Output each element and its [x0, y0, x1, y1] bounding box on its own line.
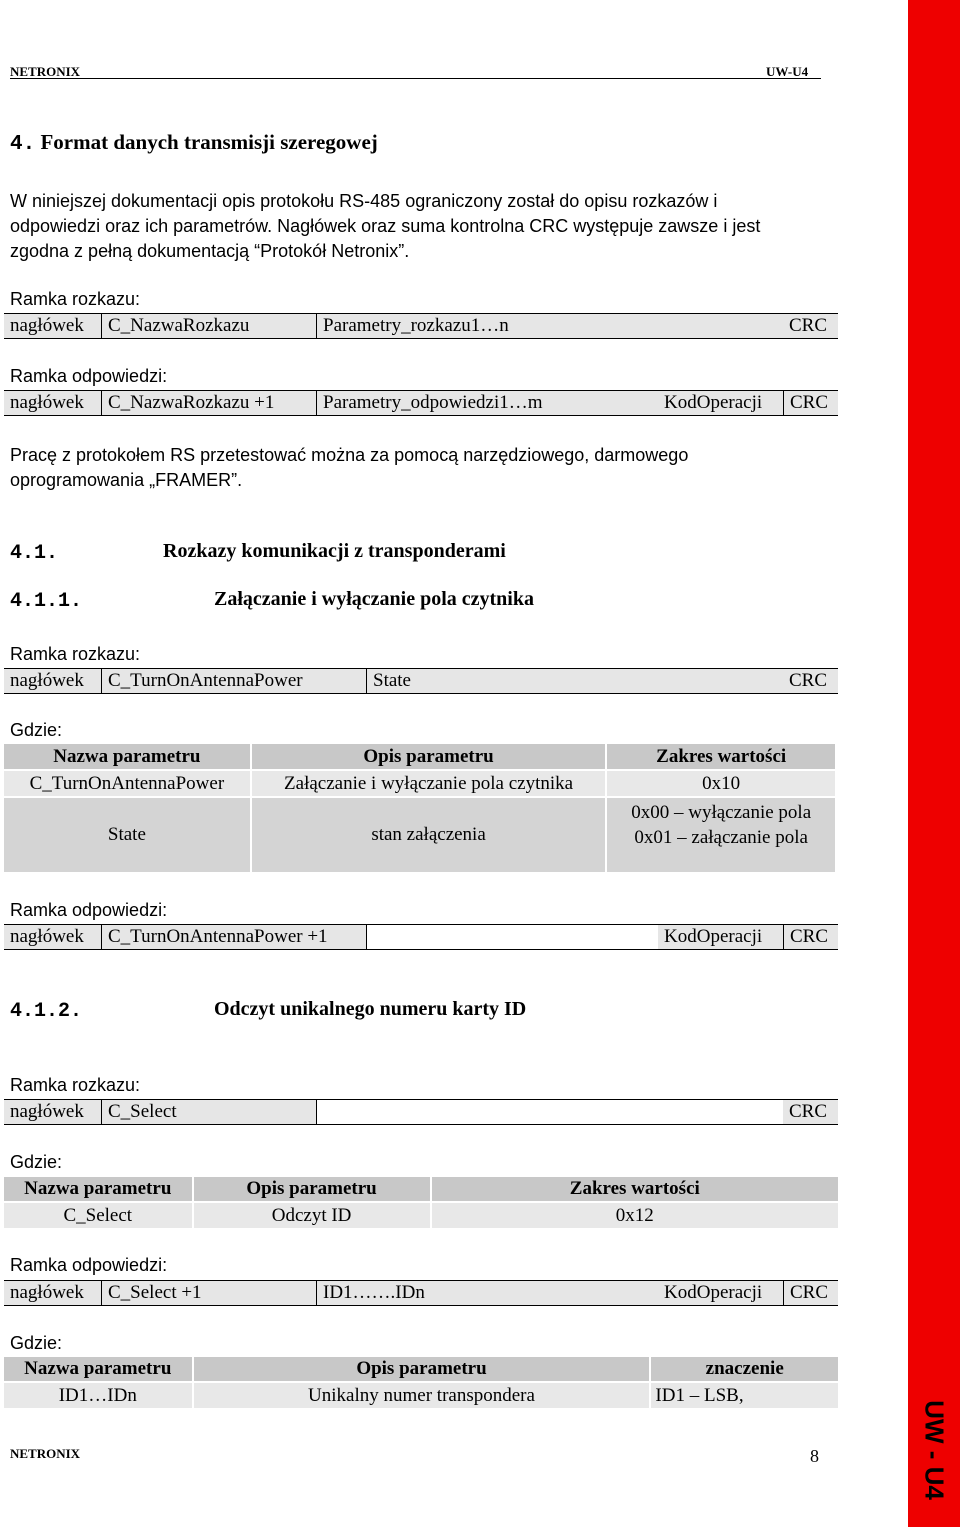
table-cell: ID1 – LSB,	[651, 1383, 838, 1408]
table-header-row	[4, 1357, 838, 1381]
section-4-1-title: Rozkazy komunikacji z transponderami	[163, 540, 506, 562]
test-line: oprogramowania „FRAMER”.	[10, 470, 243, 490]
table-header-row	[4, 1177, 838, 1201]
frame-header-cell: nagłówek	[10, 670, 84, 691]
table-header-cell: Zakres wartości	[607, 744, 835, 769]
table-cell: Unikalny numer transpondera	[194, 1383, 650, 1408]
side-band-label: UW - U4	[919, 1400, 950, 1500]
frame-params-cell: Parametry_odpowiedzi1…m	[316, 391, 658, 415]
response-frame-select	[4, 1280, 838, 1306]
frame-command-cell: C_Select +1	[101, 1281, 316, 1305]
frame-crc-cell: CRC	[789, 315, 828, 336]
frame-header-cell: nagłówek	[10, 926, 84, 947]
frame-header-cell: nagłówek	[10, 315, 84, 336]
response-frame-turn-on-antenna	[4, 924, 838, 950]
intro-paragraph	[10, 189, 760, 264]
table-header-cell: Nazwa parametru	[4, 1177, 192, 1201]
header-company: NETRONIX	[10, 64, 81, 79]
table-row	[4, 1383, 838, 1408]
frame-params-cell	[316, 1100, 783, 1124]
frame-command-cell: C_TurnOnAntennaPower +1	[101, 925, 366, 949]
frame-params-cell: State	[366, 669, 783, 693]
table-row	[4, 798, 835, 872]
table-header-cell: Zakres wartości	[432, 1177, 838, 1201]
table-header-cell: znaczenie	[651, 1357, 838, 1381]
frame-crc-cell: CRC	[789, 670, 828, 691]
value-line: 0x00 – wyłączanie pola	[631, 802, 812, 823]
frame-crc-cell: CRC	[783, 391, 838, 415]
table-cell: C_TurnOnAntennaPower	[4, 771, 250, 796]
parameter-table-select	[2, 1175, 840, 1230]
command-frame-label: Ramka rozkazu:	[10, 644, 141, 664]
frame-params-cell	[366, 925, 658, 949]
command-frame-turn-on-antenna	[4, 668, 838, 694]
response-frame-label: Ramka odpowiedzi:	[10, 1255, 168, 1275]
header-doc-id: UW-U4	[766, 64, 809, 79]
table-row	[4, 1203, 838, 1228]
command-frame-label: Ramka rozkazu:	[10, 1075, 141, 1095]
frame-command-cell: C_TurnOnAntennaPower	[101, 669, 366, 693]
response-frame-label: Ramka odpowiedzi:	[10, 900, 168, 920]
test-line: Pracę z protokołem RS przetestować można za pomocą narzędziowego, darmowego	[10, 445, 689, 465]
command-frame-select	[4, 1099, 838, 1125]
table-cell: Załączanie i wyłączanie pola czytnika	[252, 771, 606, 796]
where-label: Gdzie:	[10, 720, 63, 740]
frame-header-cell: nagłówek	[10, 1282, 84, 1303]
section-4-heading	[10, 130, 378, 156]
table-header-cell: Opis parametru	[194, 1177, 430, 1201]
frame-header-cell: nagłówek	[10, 392, 84, 413]
header-rule	[10, 78, 821, 79]
command-frame-label: Ramka rozkazu:	[10, 289, 141, 309]
table-cell: 0x12	[432, 1203, 838, 1228]
frame-opcode-cell: KodOperacji	[664, 1282, 763, 1303]
section-4-1-1-number: 4.1.1.	[10, 590, 83, 613]
table-header-cell: Opis parametru	[194, 1357, 650, 1381]
table-cell: Odczyt ID	[194, 1203, 430, 1228]
frame-command-cell: C_NazwaRozkazu +1	[101, 391, 316, 415]
table-header-row	[4, 744, 835, 769]
frame-opcode-cell: KodOperacji	[664, 926, 763, 947]
frame-crc-cell: CRC	[789, 1101, 828, 1122]
intro-line: W niniejszej dokumentacji opis protokołu RS-485 ograniczony został do opisu rozkazów i	[10, 191, 718, 211]
where-label: Gdzie:	[10, 1152, 63, 1172]
parameter-table	[2, 742, 837, 874]
frame-params-cell: ID1…….IDn	[316, 1281, 658, 1305]
side-band	[908, 0, 960, 1527]
frame-command-cell: C_NazwaRozkazu	[101, 314, 316, 338]
table-header-cell: Opis parametru	[252, 744, 606, 769]
table-cell: 0x10	[607, 771, 835, 796]
section-4-1-2-number: 4.1.2.	[10, 1000, 83, 1023]
section-4-1-1-title: Załączanie i wyłączanie pola czytnika	[214, 588, 534, 610]
table-cell: State	[4, 798, 250, 872]
table-row	[4, 771, 835, 796]
table-cell: ID1…IDn	[4, 1383, 192, 1408]
frame-params-cell: Parametry_rozkazu1…n	[316, 314, 783, 338]
intro-line: odpowiedzi oraz ich parametrów. Nagłówek oraz suma kontrolna CRC występuje zawsze i jest	[10, 216, 761, 236]
intro-line: zgodna z pełną dokumentacją “Protokół Netronix”.	[10, 241, 410, 261]
where-label: Gdzie:	[10, 1333, 63, 1353]
section-4-number: 4.	[10, 133, 36, 156]
test-paragraph	[10, 443, 688, 493]
parameter-table-id	[2, 1355, 840, 1410]
response-frame-label: Ramka odpowiedzi:	[10, 366, 168, 386]
section-4-1-2-title: Odczyt unikalnego numeru karty ID	[214, 998, 527, 1020]
section-4-title: Format danych transmisji szeregowej	[40, 130, 378, 154]
value-line: 0x01 – załączanie pola	[634, 827, 808, 848]
frame-opcode-cell: KodOperacji	[664, 392, 763, 413]
footer-company: NETRONIX	[10, 1446, 81, 1461]
table-cell: stan załączenia	[252, 798, 606, 872]
table-cell	[607, 798, 835, 872]
frame-command-cell: C_Select	[101, 1100, 316, 1124]
response-frame-generic	[4, 390, 838, 416]
command-frame-generic	[4, 313, 838, 339]
frame-crc-cell: CRC	[783, 925, 838, 949]
frame-header-cell: nagłówek	[10, 1101, 84, 1122]
table-header-cell: Nazwa parametru	[4, 1357, 192, 1381]
table-cell: C_Select	[4, 1203, 192, 1228]
frame-crc-cell: CRC	[783, 1281, 838, 1305]
page-number: 8	[810, 1446, 819, 1466]
table-header-cell: Nazwa parametru	[4, 744, 250, 769]
section-4-1-number: 4.1.	[10, 542, 59, 565]
